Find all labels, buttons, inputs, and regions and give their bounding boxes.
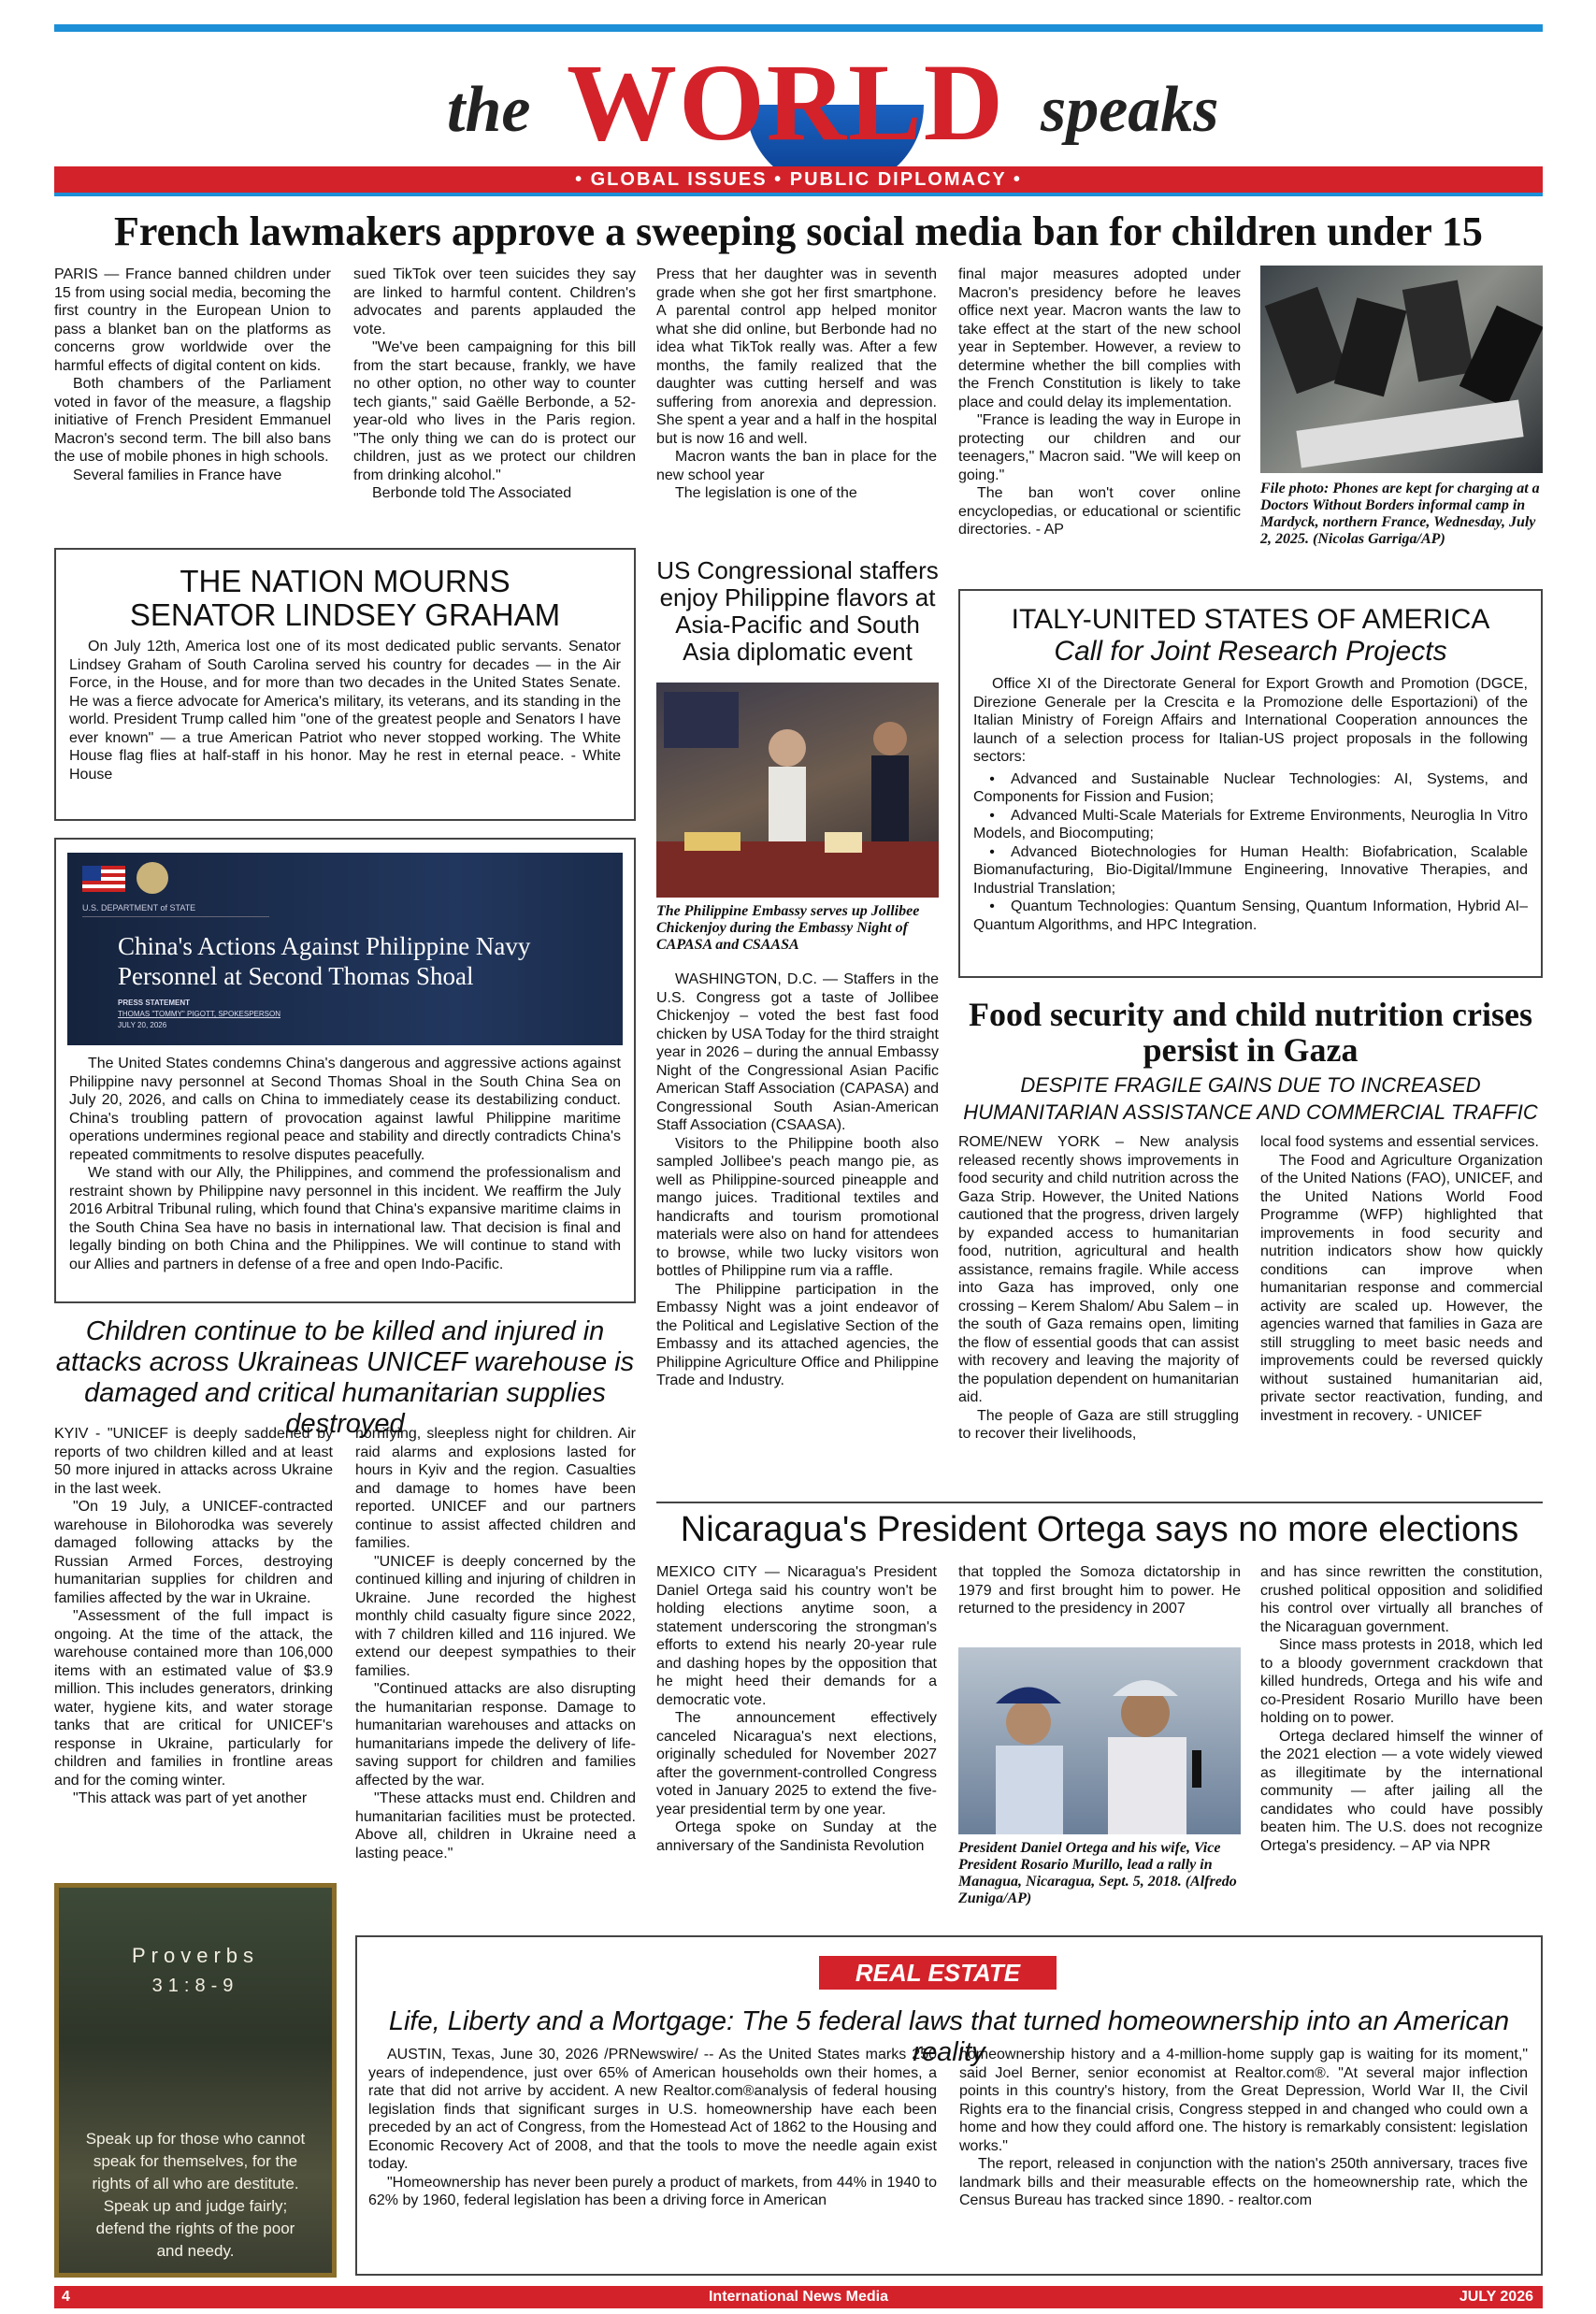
france-col-4 [958,266,1241,539]
nicaragua-photo-caption: President Daniel Ortega and his wife, Vice President Rosario Murillo, lead a rally in Managua, Nicaragua, Sept. 5, 2018. (Alfredo Zuniga/AP) [958,1840,1237,1906]
list-item: • Advanced Biotechnologies for Human Health: Biofabrication, Scalable Biomanufacturing, Bio-Digital/Immune Engineering, Innovative Therapies, and Industrial Translation; [973,843,1528,898]
paragraph: horrifying, sleepless night for children. Air raid alarms and explosions lasted for hours in Kyiv and the region. Casualties and damage to homes have been reported. UNICEF and our partners continue to assist affected children and families. [355,1426,636,1551]
paragraph: final major measures adopted under Macron's presidency before he leaves office next year. Macron wants the law to take effect at the start of the new school year in September. However, a review to determine whether the bill complies with the French Constitution is likely to take place and could delay its implementation. [958,266,1241,410]
paragraph: The Philippine participation in the Embassy Night was a joint endeavor of the Political and Legislative Section of the Embassy and its attached agencies, the Philippine Agriculture Office and Philippine Trade and Industry. [656,1281,939,1388]
footer-bar [54,2286,1543,2308]
nicaragua-headline: Nicaragua's President Ortega says no more elections [680,1510,1519,1549]
proverbs-title: Proverbs [131,1944,260,1967]
paragraph: and has since rewritten the constitution, crushed political opposition and solidified his control over virtually all branches of the Nicaraguan government. [1260,1564,1543,1635]
realestate-label: REAL ESTATE [819,1956,1057,1990]
gaza-col-2 [1260,1133,1543,1425]
ortega-rally-image [958,1647,1241,1834]
paragraph: MEXICO CITY — Nicaragua's President Daniel Ortega said his country won't be holding elections anytime soon, a statement underscoring the strongman's efforts to extend his nearly 20-year rule and dashing hopes by the opposition that he might heed their demands for a democratic vote. [656,1564,937,1708]
top-blue-rule [54,24,1543,32]
france-photo-caption: File photo: Phones are kept for charging at a Doctors Without Borders informal camp in Mardyck, northern France, Wednesday, July 2, 2025. (Nicolas Garriga/AP) [1260,481,1540,547]
paragraph: Several families in France have [73,467,282,483]
gaza-headline: Food security and child nutrition crises persist in Gaza [968,996,1533,1069]
paragraph: The ban won't cover online encyclopedias, or educational or scientific directories. - AP [958,485,1241,538]
paragraph: homeownership history and a 4-million-home supply gap is waiting for its moment," said Joel Berner, senior economist at Realtor.com®. "At several major inflection points in this country's history, from the Great Depression, World War II, the Civil Rights era to the financial crisis, Congress stepped in and changed who could own a home and how they could afford one. The history is remarkably consistent: legislation works." [959,2047,1528,2154]
france-col-3 [656,266,937,503]
paragraph: that toppled the Somoza dictatorship in 1979 and first brought him to power. He returned to the presidency in 2007 [958,1564,1241,1617]
paragraph: Ortega spoke on Sunday at the anniversary of the Sandinista Revolution [656,1819,937,1854]
paragraph: "These attacks must end. Children and humanitarian facilities must be protected. Above all, children in Ukraine need a lasting peace." [355,1790,636,1861]
paragraph: Ortega declared himself the winner of the 2021 election — a vote widely viewed as illegitimate by the international community — after jailing all the candidates who could have possibly beaten him. The U.S. does not recognize Ortega's presidency. – AP via NPR [1260,1728,1543,1854]
france-col-1 [54,266,331,484]
paragraph: "Continued attacks are also disrupting the humanitarian response. Damage to humanitarian warehouses and attacks on humanitarians impede the delivery of life-saving support for children and families affected by the war. [355,1681,636,1789]
gaza-col-1 [958,1133,1239,1444]
proverbs-ref: 31:8-9 [151,1976,239,1996]
masthead-the: the [447,74,531,146]
unicef-headline: Children continue to be killed and injured in attacks across Ukraineas UNICEF warehouse is damaged and critical humanitarian supplies destroyed [55,1316,635,1439]
divider [656,1502,1543,1503]
paragraph: The legislation is one of the [675,485,857,501]
nicaragua-col-2 [958,1563,1241,1618]
gaza-deck: DESPITE FRAGILE GAINS DUE TO INCREASED HUMANITARIAN ASSISTANCE AND COMMERCIAL TRAFFIC [963,1073,1538,1124]
paragraph: Both chambers of the Parliament voted in favor of the measure, a flagship initiative of French President Emmanuel Macron's second term. The bill also bans the use of mobile phones in high schools. [54,376,331,465]
statement-date: JULY 20, 2026 [118,1021,167,1029]
paragraph: We stand with our Ally, the Philippines, and commend the professionalism and restraint shown by Philippine navy personnel in this incident. We reaffirm the July 2016 Arbitral Tribunal ruling, which found that China's expansive maritime claims in the South China Sea have no basis in international law. That decision is final and legally binding on both China and the Philippines. We will continue to stand with our Allies and partners in defense of a free and open Indo-Pacific. [69,1165,621,1272]
paragraph: Macron wants the ban in place for the new school year [656,449,937,483]
italy-title: ITALY-UNITED STATES OF AMERICA [1011,604,1490,635]
capasa-body [656,970,939,1390]
paragraph: Visitors to the Philippine booth also sampled Jollibee's peach mango pie, as well as Philippine-sourced pineapple and mango juices. Traditional textiles and handicrafts and tourism promotional materials were also on hand for attendees to browse, while two lucky visitors won bottles of Philippine rum via a raffle. [656,1135,939,1279]
paragraph: WASHINGTON, D.C. — Staffers in the U.S. Congress got a taste of Jollibee Chickenjoy – voted the best fast food chicken by USA Today for the third straight year in 2026 – during the annual Embassy Night of the Congressional Asian Pacific American Staff Association (CAPASA) and Congressional South Asian-American Staff Association (CSAASA). [656,971,939,1133]
nicaragua-photo [958,1647,1241,1834]
masthead-tagline: • GLOBAL ISSUES • PUBLIC DIPLOMACY • [54,166,1543,193]
paragraph: "France is leading the way in Europe in protecting our children and our teenagers," Macron said. "We will keep on going." [958,412,1241,483]
france-headline: French lawmakers approve a sweeping social media ban for children under 15 [114,208,1483,254]
paragraph: The United States condemns China's dangerous and aggressive actions against Philippine navy personnel at Second Thomas Shoal in the South China Sea on July 20, 2026, and calls on China to immediately cease its destabilizing conduct. China's troubling pattern of provocation against lawful Philippine maritime operations undermines regional peace and stability and directly contradicts China's repeated commitments to resolve disputes peacefully. [69,1056,621,1163]
realestate-headline: Life, Liberty and a Mortgage: The 5 federal laws that turned homeownership into an American reality [388,2006,1510,2067]
proverbs-text: Speak up for those who cannot speak for themselves, for the rights of all who are destitute. Speak up and judge fairly; defend the rights of the poor and needy. [85,2130,306,2260]
paragraph: "UNICEF is deeply concerned by the continued killing and injuring of children in Ukraine. June recorded the highest monthly child casualty figure since 2022, with 7 children killed and 116 injured. We extend our deepest sympathies to their families. [355,1553,636,1679]
paragraph: local food systems and essential services. [1260,1134,1539,1150]
paragraph: The announcement effectively canceled Nicaragua's next elections, originally scheduled for November 2027 after the government-controlled Congress voted in January 2025 to extend the five-year presidential term by one year. [656,1710,937,1818]
paragraph: ROME/NEW YORK – New analysis released recently shows improvements in food security and child nutrition across the Gaza Strip. However, the United Nations cautioned that the progress, driven largely by expanded access to humanitarian food, nutrition, agricultural and health assistance, remains fragile. While access into Gaza has improved, only one crossing – Kerem Shalom/ Abu Salem – in the south of Gaza remains open, limiting the flow of essential goods that can assist with recovery and leaving the majority of the population dependent on humanitarian aid. [958,1134,1239,1405]
graham-title-2: SENATOR LINDSEY GRAHAM [129,597,561,632]
paragraph: The Food and Agriculture Organization of the United Nations (FAO), UNICEF, and the United Nations World Food Programme (WFP) highlighted that improvements in food security and nutrition indicators show how quickly conditions can improve when humanitarian response and commercial activity are scaled up. However, the agencies warned that families in Gaza are still struggling to meet basic needs and improvements could be reversed quickly without sustained humanitarian aid, private sector reactivation, funding, and investment in recovery. - UNICEF [1260,1152,1543,1424]
paragraph: "On 19 July, a UNICEF-contracted warehouse in Bilohorodka was severely damaged following attacks by the Russian Armed Forces, destroying humanitarian supplies for children and families affected by the war in Ukraine. [54,1499,333,1606]
list-item: • Advanced and Sustainable Nuclear Technologies: AI, Systems, and Components for Fission and Fusion; [973,770,1528,807]
paragraph: sued TikTok over teen suicides they say are linked to harmful content. Children's advocates and parents applauded the vote. [353,266,636,338]
graham-body: On July 12th, America lost one of its most dedicated public servants. Senator Lindsey Graham of South Carolina served his country for decades — in the Air Force, in the House, and for more than two decades in the United States Senate. He was a fierce advocate for America's military, its veterans, and its standing in the world. President Trump called him "one of the greatest people and Senators I have ever known" — a true American Patriot who never stopped working. The White House flag flies at half-staff in his honor. May he rest in eternal peace. - White House [69,639,621,783]
paragraph: Press that her daughter was in seventh grade when she got her first smartphone. A parental control app helped monitor what she did online, but Berbonde had no idea what TikTok really was. After a few months, the family realized that the daughter was cutting herself and was suffering from anorexia and depression. She spent a year and a half in the hospital but is now 16 and well. [656,266,937,447]
masthead-world: WORLD [567,41,1005,164]
masthead-rule [54,193,1543,196]
spokesperson: THOMAS "TOMMY" PIGOTT, SPOKESPERSON [118,1010,280,1018]
phones-charging-image [1260,266,1543,473]
masthead [54,39,1543,170]
state-dept-banner [67,853,623,1045]
realestate-box [355,1935,1543,2276]
paragraph: PARIS — France banned children under 15 from using social media, becoming the first country in the European Union to pass a blanket ban on the platforms as concerns grow worldwide over the harmful effects of digital content on kids. [54,266,331,374]
state-seal-icon [137,862,168,894]
realestate-col-2 [959,2046,1528,2210]
nicaragua-col-3 [1260,1563,1543,1855]
embassy-booth-image [656,683,939,898]
unicef-col-2 [355,1425,636,1862]
unicef-col-1 [54,1425,333,1808]
graham-title-1: THE NATION MOURNS [180,564,510,598]
nicaragua-col-1 [656,1563,937,1855]
masthead-speaks: speaks [1041,74,1219,146]
france-col-2 [353,266,636,503]
press-label: PRESS STATEMENT [118,999,191,1007]
graham-box [54,548,636,821]
paragraph: "This attack was part of yet another [73,1790,308,1806]
list-item: • Advanced Multi-Scale Materials for Extreme Environments, Neuroglia In Vitro Models, and Biocomputing; [973,807,1528,843]
paragraph: "Homeownership has never been purely a product of markets, from 44% in 1940 to 62% by 1960, federal legislation has been a driving force in American [368,2174,937,2208]
realestate-col-1 [368,2046,937,2210]
italy-subtitle: Call for Joint Research Projects [1054,636,1447,667]
list-item: • Quantum Technologies: Quantum Sensing, Quantum Information, Hybrid AI–Quantum Algorithms, and HPC Integration. [973,898,1528,934]
france-photo [1260,266,1543,473]
publisher-name: International News Media [708,2289,889,2305]
banner-title: China's Actions Against Philippine Navy Personnel at Second Thomas Shoal [118,932,531,990]
italy-box [958,589,1543,978]
page-number: 4 [62,2289,70,2305]
issue-date: JULY 2026 [1459,2289,1533,2305]
capasa-photo-caption: The Philippine Embassy serves up Jollibee Chickenjoy during the Embassy Night of CAPASA and CSAASA [656,903,920,953]
paragraph: The report, released in conjunction with the nation's 250th anniversary, traces five landmark bills and their measurable effects on the homeownership rate, which the Census Bureau has tracked since 1890. - realtor.com [959,2156,1528,2208]
us-flag-icon [82,866,125,892]
paragraph: "Assessment of the full impact is ongoing. At the time of the attack, the warehouse contained more than 106,000 items with an estimated value of $3.9 million. This includes generators, drinking water, hygiene kits, and water storage tanks that are critical for UNICEF's response in Ukraine, particularly for children and families in frontline areas and for the coming winter. [54,1608,333,1789]
paragraph: Berbonde told The Associated [372,485,572,501]
shoal-box [54,838,636,1303]
proverbs-card [54,1883,337,2278]
paragraph: Since mass protests in 2018, which led to a bloody government crackdown that killed hundreds, Ortega and his wife and co-President Rosario Murillo have been holding on to power. [1260,1637,1543,1726]
sector-list [973,770,1528,935]
capasa-headline: US Congressional staffers enjoy Philippine flavors at Asia-Pacific and South Asia diplomatic event [656,556,939,666]
dept-name: U.S. DEPARTMENT of STATE [82,903,196,913]
paragraph: The people of Gaza are still struggling to recover their livelihoods, [958,1407,1239,1442]
paragraph: "We've been campaigning for this bill from the start because, frankly, we have no other option, no other way to counter tech giants," said Gaëlle Berbonde, a 52-year-old who lives in the Paris region. "The only thing we can do is protect our children, just as we protect our children from drinking alcohol." [353,339,636,483]
italy-intro: Office XI of the Directorate General for Export Growth and Promotion (DGCE, Direzione Generale per la Crescita e la Promozione delle Esportazioni) of the Italian Ministry of Foreign Affairs and International Cooperation announces the launch of a selection process for Italian-US project proposals in the following sectors: [973,676,1528,765]
paragraph: AUSTIN, Texas, June 30, 2026 /PRNewswire/ -- As the United States marks 250 years of independence, just over 65% of American households own their homes, a rate that did not arrive by accident. A new Realtor.com®analysis of federal housing legislation finds that significant surges in U.S. homeownership have each been preceded by an act of Congress, from the Homestead Act of 1862 to the Housing and Economic Recovery Act of 2008, and that the tools to move the needle again exist today. [368,2047,937,2172]
paragraph: KYIV - "UNICEF is deeply saddened by reports of two children killed and at least 50 more injured in attacks across Ukraine in the last week. [54,1426,333,1497]
capasa-photo [656,683,939,898]
